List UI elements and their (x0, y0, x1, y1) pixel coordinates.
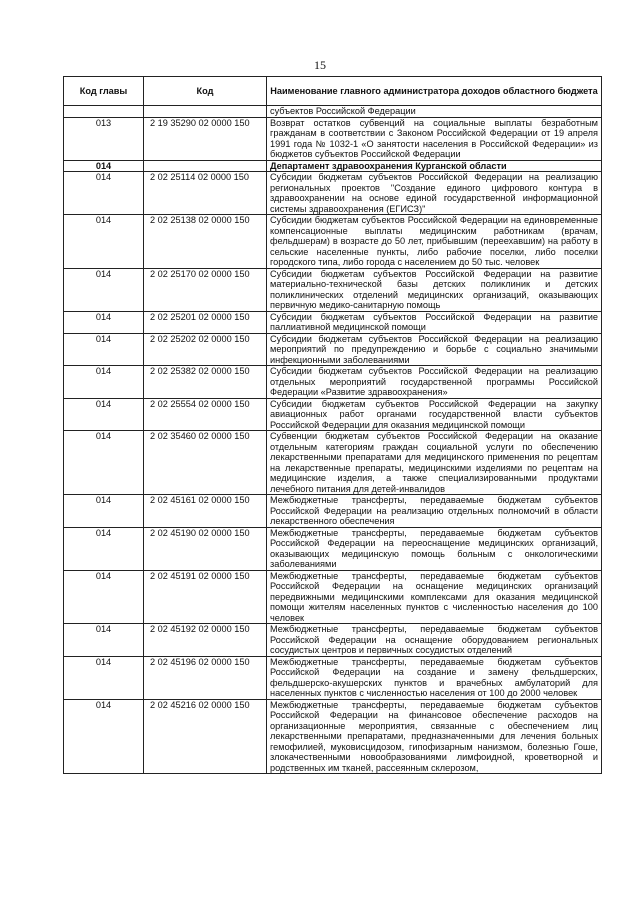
cell-name: Межбюджетные трансферты, передаваемые бюджетам субъектов Российской Федерации на переоснащение медицинских организаций, оказывающих медицинскую помощь больным с онкологическими заболеваниями (267, 527, 602, 570)
header-name: Наименование главного администратора доходов областного бюджета (267, 77, 602, 106)
table-row (64, 624, 602, 657)
cell-code: 2 02 25138 02 0000 150 (144, 215, 267, 269)
cell-code: 2 02 35460 02 0000 150 (144, 431, 267, 495)
cell-name: Субсидии бюджетам субъектов Российской Федерации на закупку авиационных работ органами государственной власти субъектов Российской Федерации для оказания медицинской помощи (267, 398, 602, 431)
cell-code: 2 02 25202 02 0000 150 (144, 333, 267, 366)
table-row (64, 268, 602, 311)
cell-chapter-code: 014 (64, 333, 144, 366)
cell-name: Субсидии бюджетам субъектов Российской Федерации на реализацию мероприятий по предупреждению и борьбе с социально значимыми инфекционными заболеваниями (267, 333, 602, 366)
cell-chapter-code: 014 (64, 570, 144, 624)
cell-code (144, 106, 267, 118)
cell-chapter-code: 014 (64, 624, 144, 657)
cell-chapter-code (64, 106, 144, 118)
cell-chapter-code: 014 (64, 172, 144, 215)
cell-code: 2 02 45216 02 0000 150 (144, 699, 267, 774)
cell-code: 2 02 25114 02 0000 150 (144, 172, 267, 215)
cell-name: Субсидии бюджетам субъектов Российской Федерации на реализацию отдельных мероприятий государственной программы Российской Федерации «Развитие здравоохранения» (267, 366, 602, 399)
cell-code: 2 02 45191 02 0000 150 (144, 570, 267, 624)
table-row (64, 172, 602, 215)
cell-name: Межбюджетные трансферты, передаваемые бюджетам субъектов Российской Федерации на реализацию отдельных полномочий в области лекарственного обеспечения (267, 495, 602, 528)
table-row (64, 117, 602, 160)
cell-code: 2 02 45196 02 0000 150 (144, 656, 267, 699)
cell-chapter-code: 014 (64, 215, 144, 269)
cell-code: 2 02 25382 02 0000 150 (144, 366, 267, 399)
cell-chapter-code: 014 (64, 699, 144, 774)
table-row (64, 398, 602, 431)
cell-chapter-code: 014 (64, 366, 144, 399)
table-body (64, 106, 602, 774)
cell-chapter-code: 014 (64, 431, 144, 495)
cell-chapter-code: 014 (64, 398, 144, 431)
cell-name: Возврат остатков субвенций на социальные выплаты безработным гражданам в соответствии с Законом Российской Федерации от 19 апреля 1991 года № 1032-1 «О занятости населения в Российской Федерации» из бюджетов субъектов Российской Федерации (267, 117, 602, 160)
cell-chapter-code: 014 (64, 160, 144, 172)
cell-code: 2 02 25201 02 0000 150 (144, 311, 267, 333)
header-code: Код (144, 77, 267, 106)
table-row (64, 311, 602, 333)
cell-name: субъектов Российской Федерации (267, 106, 602, 118)
table-section-row (64, 160, 602, 172)
cell-code: 2 02 25554 02 0000 150 (144, 398, 267, 431)
cell-name: Департамент здравоохранения Курганской области (267, 160, 602, 172)
table-row (64, 215, 602, 269)
cell-code (144, 160, 267, 172)
cell-name: Межбюджетные трансферты, передаваемые бюджетам субъектов Российской Федерации на оснащение оборудованием региональных сосудистых центров и первичных сосудистых отделений (267, 624, 602, 657)
table-header-row (64, 77, 602, 106)
cell-chapter-code: 014 (64, 268, 144, 311)
table-row (64, 527, 602, 570)
cell-code: 2 19 35290 02 0000 150 (144, 117, 267, 160)
cell-code: 2 02 45161 02 0000 150 (144, 495, 267, 528)
cell-chapter-code: 014 (64, 495, 144, 528)
cell-chapter-code: 014 (64, 656, 144, 699)
cell-name: Субсидии бюджетам субъектов Российской Федерации на развитие паллиативной медицинской помощи (267, 311, 602, 333)
cell-code: 2 02 45192 02 0000 150 (144, 624, 267, 657)
cell-name: Субвенции бюджетам субъектов Российской Федерации на оказание отдельным категориям граждан социальной услуги по обеспечению лекарственными препаратами для медицинского применения по рецептам на лекарственные препараты, медицинскими изделиями по рецептам на медицинские изделия, а также специализированными продуктами лечебного питания для детей-инвалидов (267, 431, 602, 495)
page-number: 15 (314, 58, 326, 72)
cell-name: Субсидии бюджетам субъектов Российской Федерации на единовременные компенсационные выплаты медицинским работникам (врачам, фельдшерам) в возрасте до 50 лет, прибывшим (переехавшим) на работу в сельские населенные пункты, либо рабочие поселки, либо поселки городского типа, либо города с населением до 50 тыс. человек (267, 215, 602, 269)
cell-code: 2 02 25170 02 0000 150 (144, 268, 267, 311)
header-chapter-code: Код главы (64, 77, 144, 106)
cell-name: Межбюджетные трансферты, передаваемые бюджетам субъектов Российской Федерации на финансовое обеспечение расходов на организационные мероприятия, связанные с обеспечением лиц лекарственными препаратами, предназначенными для лечения больных гемофилией, муковисцидозом, гипофизарным нанизмом, болезнью Гоше, злокачественными новообразованиями лимфоидной, кроветворной и родственных им тканей, рассеянным склерозом, (267, 699, 602, 774)
cell-name: Субсидии бюджетам субъектов Российской Федерации на реализацию региональных проектов "Создание единого цифрового контура в здравоохранении на основе единой государственной информационной системы здравоохранения (ЕГИСЗ)" (267, 172, 602, 215)
table-row (64, 333, 602, 366)
cell-name: Межбюджетные трансферты, передаваемые бюджетам субъектов Российской Федерации на создание и замену фельдшерских, фельдшерско-акушерских пунктов и врачебных амбулаторий для населенных пунктов с численностью населения от 100 до 2000 человек (267, 656, 602, 699)
table-row (64, 366, 602, 399)
table-row (64, 106, 602, 118)
table-row (64, 431, 602, 495)
cell-name: Субсидии бюджетам субъектов Российской Федерации на развитие материально-технической базы детских поликлиник и детских поликлинических отделений медицинских организаций, оказывающих первичную медико-санитарную помощь (267, 268, 602, 311)
cell-name: Межбюджетные трансферты, передаваемые бюджетам субъектов Российской Федерации на оснащение медицинских организаций передвижными медицинскими комплексами для оказания медицинской помощи жителям населенных пунктов с численностью населения до 100 человек (267, 570, 602, 624)
cell-chapter-code: 013 (64, 117, 144, 160)
table-row (64, 699, 602, 774)
cell-chapter-code: 014 (64, 527, 144, 570)
table-row (64, 570, 602, 624)
table-row (64, 495, 602, 528)
cell-code: 2 02 45190 02 0000 150 (144, 527, 267, 570)
revenue-administrators-table (63, 76, 602, 774)
cell-chapter-code: 014 (64, 311, 144, 333)
table-row (64, 656, 602, 699)
